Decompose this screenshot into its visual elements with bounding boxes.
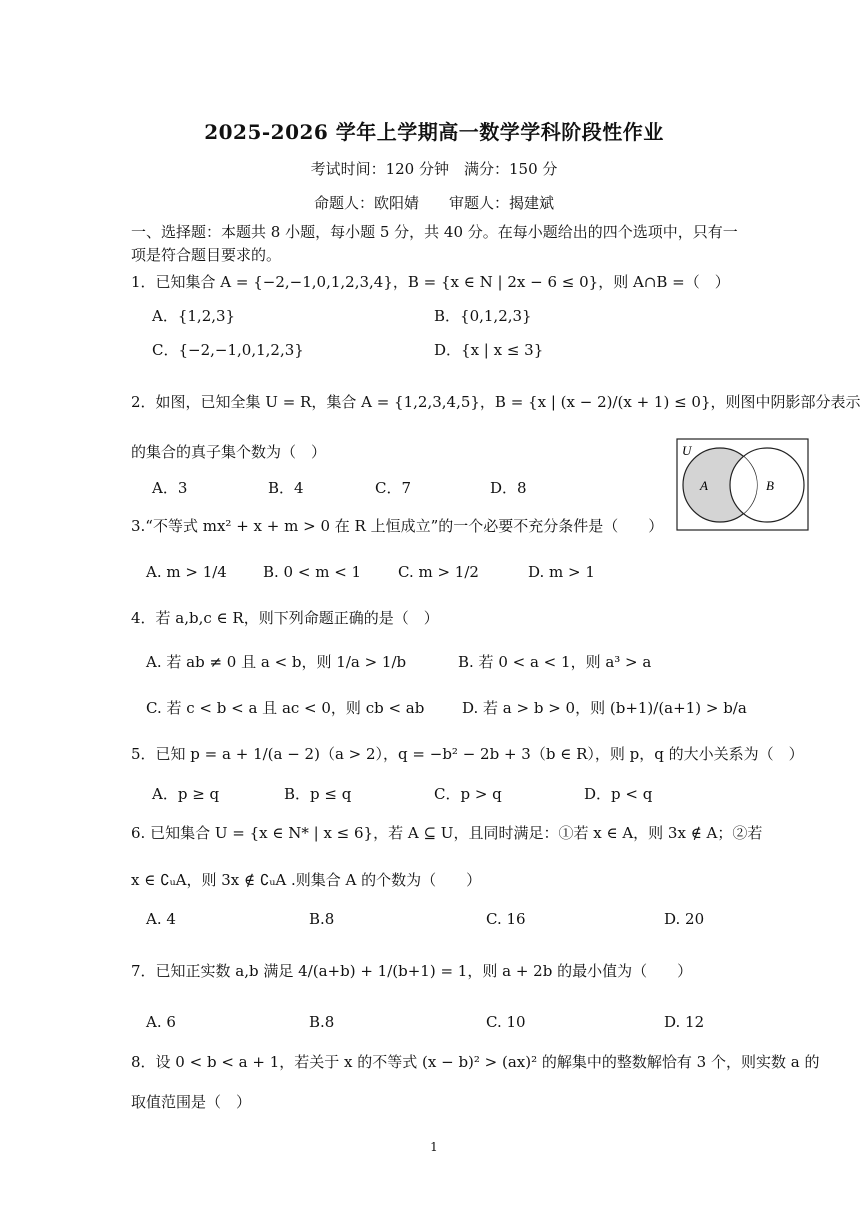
option-b: B.8 (309, 1013, 335, 1031)
option-b: B.8 (309, 910, 335, 928)
page-title: 2025-2026 学年上学期高一数学学科阶段性作业 (204, 120, 664, 144)
question-stem: 5．已知 p = a + 1/(a − 2)（a > 2），q = −b² − 2b + 3（b ∈ R），则 p，q 的大小关系为（ ） (131, 745, 804, 763)
question-stem: 1．已知集合 A = {−2,−1,0,1,2,3,4}，B = {x ∈ N | 2x − 6 ≤ 0}，则 A∩B =（ ） (131, 273, 730, 291)
option-b: B．4 (268, 479, 304, 497)
section-heading: 一、选择题：本题共 8 小题，每小题 5 分，共 40 分。在每小题给出的四个选项中，只有一 (131, 223, 738, 241)
option-d: D．p < q (584, 785, 653, 803)
option-d: D. 若 a > b > 0，则 (b+1)/(a+1) > b/a (462, 699, 747, 717)
question-stem: 4．若 a,b,c ∈ R，则下列命题正确的是（ ） (131, 609, 439, 627)
section-heading-cont: 项是符合题目要求的。 (131, 246, 282, 264)
option-b: B. 0 < m < 1 (263, 563, 362, 581)
option-a: A. 若 ab ≠ 0 且 a < b，则 1/a > 1/b (146, 653, 407, 671)
question-stem: 6. 已知集合 U = {x ∈ N* | x ≤ 6}，若 A ⊆ U，且同时满足：①若 x ∈ A，则 3x ∉ A；②若 (131, 824, 763, 842)
option-d: D．8 (490, 479, 527, 497)
option-b: B．p ≤ q (284, 785, 352, 803)
option-d: D. 12 (664, 1013, 705, 1031)
question-stem-cont: 取值范围是（ ） (131, 1093, 252, 1111)
option-d: D. 20 (664, 910, 705, 928)
option-a: A．3 (152, 479, 188, 497)
question-stem-cont: x ∈ ∁ᵤA，则 3x ∉ ∁ᵤA .则集合 A 的个数为（ ） (131, 871, 482, 889)
option-c: C. m > 1/2 (398, 563, 479, 581)
page-number: 1 (430, 1140, 438, 1154)
question-stem: 8．设 0 < b < a + 1，若关于 x 的不等式 (x − b)² > (ax)² 的解集中的整数解恰有 3 个，则实数 a 的 (131, 1053, 820, 1071)
option-c: C．{−2,−1,0,1,2,3} (152, 341, 304, 359)
option-a: A. m > 1/4 (146, 563, 227, 581)
question-stem: 3.“不等式 mx² + x + m > 0 在 R 上恒成立”的一个必要不充分条件是（ ） (131, 517, 664, 535)
option-c: C. 若 c < b < a 且 ac < 0，则 cb < ab (146, 699, 425, 717)
question-stem: 2．如图，已知全集 U = R，集合 A = {1,2,3,4,5}，B = {x | (x − 2)/(x + 1) ≤ 0}，则图中阴影部分表示 (131, 393, 861, 411)
option-d: D. m > 1 (528, 563, 595, 581)
option-c: C. 16 (486, 910, 526, 928)
exam-info: 考试时间：120 分钟 满分：150 分 (310, 160, 558, 178)
question-stem: 7．已知正实数 a,b 满足 4/(a+b) + 1/(b+1) = 1，则 a + 2b 的最小值为（ ） (131, 962, 693, 980)
set-a-label: A (700, 478, 708, 493)
question-stem-cont: 的集合的真子集个数为（ ） (131, 443, 327, 461)
option-a: A. 6 (146, 1013, 176, 1031)
option-a: A. 4 (146, 910, 176, 928)
option-b: B. 若 0 < a < 1，则 a³ > a (458, 653, 652, 671)
option-d: D．{x | x ≤ 3} (434, 341, 544, 359)
option-a: A．{1,2,3} (152, 307, 236, 325)
authors-line: 命题人：欧阳婧 审题人：揭建斌 (313, 194, 554, 212)
universe-label: U (682, 443, 692, 458)
option-c: C. 10 (486, 1013, 526, 1031)
option-a: A．p ≥ q (152, 785, 220, 803)
option-c: C．p > q (434, 785, 502, 803)
set-b-label: B (766, 478, 774, 493)
venn-diagram (676, 438, 810, 532)
option-c: C．7 (375, 479, 412, 497)
option-b: B．{0,1,2,3} (434, 307, 532, 325)
